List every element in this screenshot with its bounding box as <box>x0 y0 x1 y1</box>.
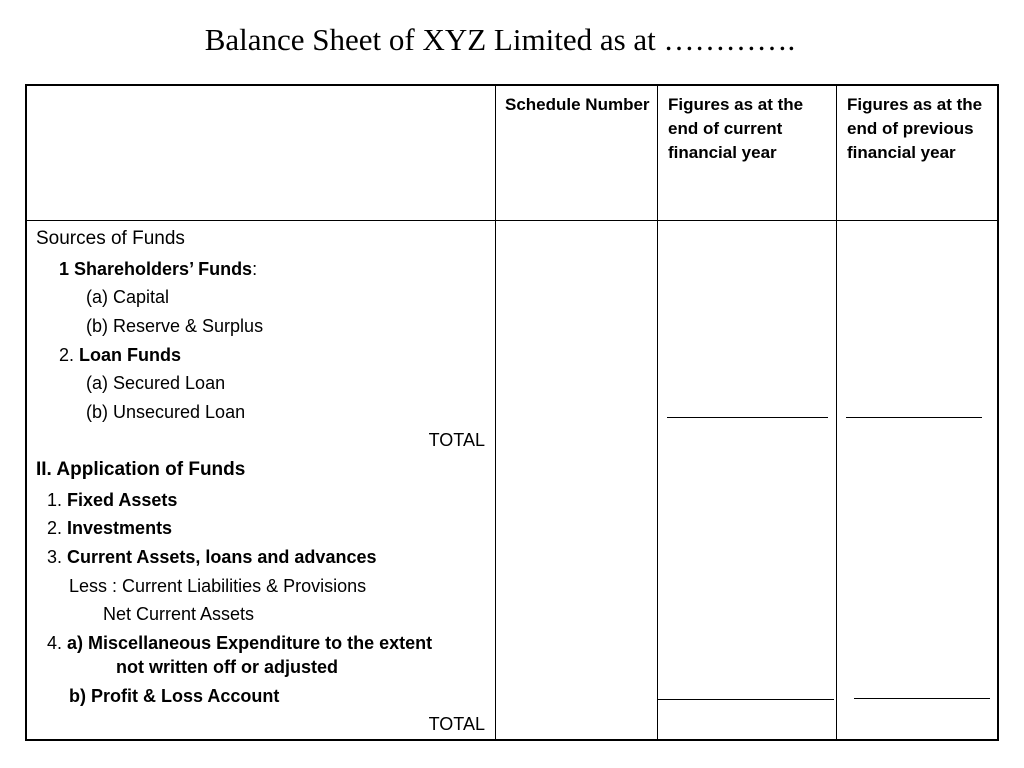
shareholders-colon: : <box>252 259 258 279</box>
balance-sheet-table <box>25 84 999 741</box>
current-liabilities-row <box>69 574 366 598</box>
shareholders-funds-row <box>59 257 257 281</box>
current-year-bottom-divider <box>657 699 834 700</box>
application-total-label: TOTAL <box>428 714 485 734</box>
misc-number: 4. <box>47 633 63 653</box>
header-current-year: Figures as at the end of current financial year <box>668 95 804 162</box>
fixed-assets-row <box>47 488 177 512</box>
less-label: Less : <box>69 576 118 596</box>
page-title: Balance Sheet of XYZ Limited as at …………. <box>204 22 796 57</box>
misc-line-1: a) Miscellaneous Expenditure to the extent <box>67 633 433 653</box>
loan-funds-row <box>59 343 181 367</box>
loan-funds-number: 2. <box>59 345 75 365</box>
current-assets-row <box>47 545 376 569</box>
capital-row: (a) Capital <box>86 287 170 307</box>
investments-number: 2. <box>47 518 63 538</box>
current-assets-label: Current Assets, loans and advances <box>67 547 377 567</box>
application-heading: II. Application of Funds <box>36 459 246 480</box>
net-current-assets-row: Net Current Assets <box>103 604 255 624</box>
header-previous-year: Figures as at the end of previous financial year <box>847 95 983 162</box>
misc-expenditure-row <box>47 631 432 655</box>
misc-line-2: not written off or adjusted <box>116 657 338 677</box>
secured-loan-row: (a) Secured Loan <box>86 373 226 393</box>
previous-year-total-rule <box>854 698 990 699</box>
current-assets-number: 3. <box>47 547 63 567</box>
shareholders-label: Shareholders’ Funds <box>74 259 253 279</box>
column-divider-schedule <box>495 86 496 739</box>
fixed-assets-label: Fixed Assets <box>67 490 178 510</box>
current-year-subtotal-rule <box>667 417 828 418</box>
sources-heading: Sources of Funds <box>36 228 185 249</box>
unsecured-loan-row: (b) Unsecured Loan <box>86 402 246 422</box>
reserve-surplus-row: (b) Reserve & Surplus <box>86 316 264 336</box>
loan-funds-label: Loan Funds <box>79 345 182 365</box>
column-divider-current <box>657 86 658 739</box>
fixed-assets-number: 1. <box>47 490 63 510</box>
header-divider <box>27 220 997 221</box>
shareholders-number: 1 <box>59 259 70 279</box>
header-schedule-number: Schedule Number <box>505 95 650 114</box>
current-liabilities-label: Current Liabilities & Provisions <box>122 576 367 596</box>
investments-label: Investments <box>67 518 173 538</box>
profit-loss-row: b) Profit & Loss Account <box>69 686 280 706</box>
investments-row <box>47 516 172 540</box>
previous-year-subtotal-rule <box>846 417 982 418</box>
column-divider-previous <box>836 86 837 739</box>
sources-total-label: TOTAL <box>428 430 485 450</box>
